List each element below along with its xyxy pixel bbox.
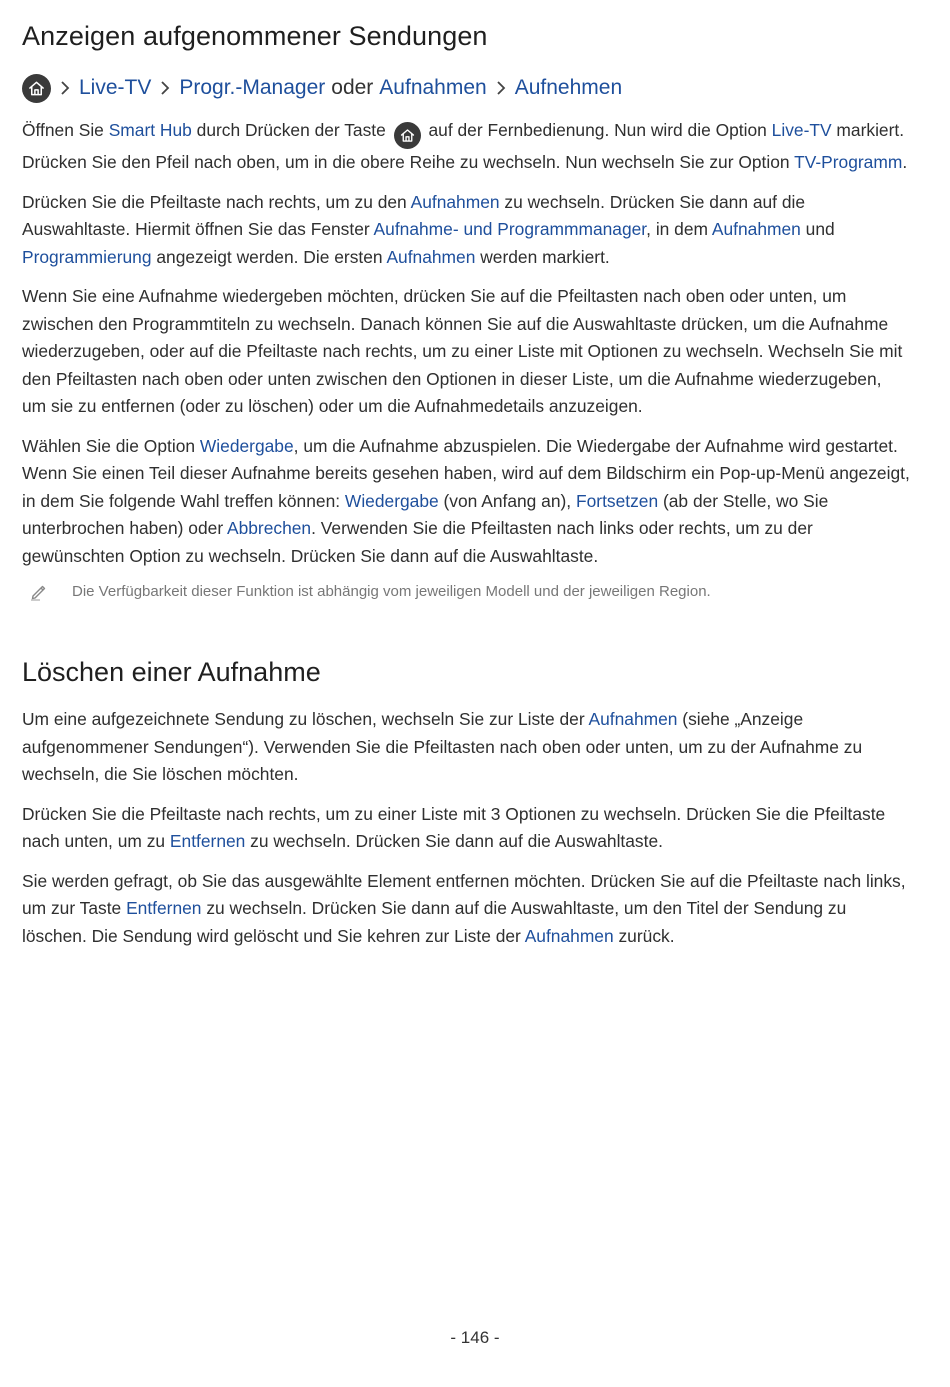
home-icon bbox=[22, 74, 51, 103]
text-run: zu wechseln. Drücken Sie dann auf die Auswahltaste. bbox=[245, 831, 663, 851]
breadcrumb-record[interactable]: Aufnehmen bbox=[514, 76, 623, 99]
link-recordings[interactable]: Aufnahmen bbox=[711, 219, 801, 239]
link-recordings[interactable]: Aufnahmen bbox=[588, 709, 678, 729]
link-playback[interactable]: Wiedergabe bbox=[199, 435, 294, 456]
page-number: - 146 - bbox=[450, 1328, 500, 1347]
text-run: zu wechseln. Drücken Sie dann auf die Auswahltaste. Hiermit öffnen Sie das Fenster bbox=[22, 191, 806, 239]
link-remove[interactable]: Entfernen bbox=[169, 831, 246, 851]
link-playback[interactable]: Wiedergabe bbox=[344, 490, 439, 511]
text-run: Sie werden gefragt, ob Sie das ausgewählte Element entfernen möchten. Drücken Sie auf die Pfeiltaste nach links, um zur Taste bbox=[22, 870, 906, 918]
link-manager[interactable]: Aufnahme- und Programmmanager bbox=[373, 219, 647, 239]
text-run: Drücken Sie die Pfeiltaste nach rechts, um zu den bbox=[22, 191, 411, 212]
pencil-icon bbox=[28, 580, 50, 602]
text-run: angezeigt werden. Die ersten bbox=[151, 246, 387, 267]
chevron-right-icon bbox=[160, 80, 170, 96]
text-run: Um eine aufgezeichnete Sendung zu löschen, wechseln Sie zur Liste der bbox=[22, 709, 589, 729]
breadcrumb bbox=[22, 70, 910, 106]
chevron-right-icon bbox=[60, 80, 70, 96]
link-recordings[interactable]: Aufnahmen bbox=[410, 191, 500, 212]
link-recordings[interactable]: Aufnahmen bbox=[386, 246, 476, 267]
link-scheduling[interactable]: Programmierung bbox=[22, 246, 152, 267]
paragraph bbox=[22, 801, 910, 856]
home-icon bbox=[394, 122, 421, 149]
breadcrumb-or: oder bbox=[331, 76, 374, 99]
text-run: . Verwenden Sie die Pfeiltasten nach links oder rechts, um zu der gewünschten Option zu wechseln. Drücken Sie dann auf die Auswahltaste. bbox=[22, 518, 813, 566]
text-run: durch Drücken der Taste bbox=[191, 120, 391, 140]
link-cancel[interactable]: Abbrechen bbox=[226, 518, 312, 538]
chevron-right-icon bbox=[496, 80, 506, 96]
text-run: werden markiert. bbox=[475, 246, 610, 267]
page-content bbox=[22, 0, 910, 950]
link-resume[interactable]: Fortsetzen bbox=[575, 490, 659, 511]
breadcrumb-recordings[interactable]: Aufnahmen bbox=[379, 76, 487, 99]
breadcrumb-live-tv[interactable]: Live-TV bbox=[79, 76, 152, 99]
section-title: Anzeigen aufgenommener Sendungen bbox=[22, 21, 488, 51]
link-recordings[interactable]: Aufnahmen bbox=[524, 925, 614, 946]
paragraph bbox=[22, 189, 910, 272]
link-live-tv[interactable]: Live-TV bbox=[771, 120, 832, 140]
link-tv-program[interactable]: TV-Programm bbox=[794, 152, 903, 172]
paragraph bbox=[22, 433, 910, 571]
paragraph bbox=[22, 706, 910, 789]
section-title: Löschen einer Aufnahme bbox=[22, 657, 321, 687]
note bbox=[22, 580, 910, 602]
text-run: , um die Aufnahme abzuspielen. Die Wiedergabe der Aufnahme wird gestartet. Wenn Sie einen Teil dieser Aufnahme bereits gesehen haben, wird auf dem Bildschirm ein Pop-up-Menü angezeigt, in dem Sie folgende Wahl treffen können: bbox=[22, 435, 910, 511]
link-remove[interactable]: Entfernen bbox=[126, 898, 202, 918]
text-run: Drücken Sie die Pfeiltaste nach rechts, um zu einer Liste mit 3 Optionen zu wechseln. Drücken Sie die Pfeiltaste nach unten, um zu bbox=[22, 803, 886, 851]
text-run: Wählen Sie die Option bbox=[22, 435, 200, 456]
text-run: auf der Fernbedienung. Nun wird die Option bbox=[423, 120, 772, 140]
text-run: (siehe „Anzeige aufgenommener Sendungen“). Verwenden Sie die Pfeiltasten nach oben oder unten, um zu der Aufnahme zu wechseln, die Sie löschen möchten. bbox=[22, 709, 863, 784]
paragraph: Wenn Sie eine Aufnahme wiedergeben möchten, drücken Sie auf die Pfeiltasten nach oben oder unten, um zwischen den Programmtiteln zu wechseln. Danach können Sie auf die Auswahltaste drücken, um die Aufnahme wiederzugeben, oder auf die Pfeiltaste nach rechts, um zu einer Liste mit Optionen zu wechseln. Wechseln Sie mit den Pfeiltasten nach oben oder unten zwischen den Optionen in dieser Liste, um die Aufnahme wiederzugeben, um sie zu entfernen (oder zu löschen) oder um die Aufnahmedetails anzuzeigen. bbox=[22, 286, 903, 416]
breadcrumb-manager[interactable]: Progr.-Manager bbox=[179, 76, 326, 99]
text-run: markiert. Drücken Sie den Pfeil nach oben, um in die obere Reihe zu wechseln. Nun wechseln Sie zur Option bbox=[22, 120, 905, 172]
note-text: Die Verfügbarkeit dieser Funktion ist abhängig vom jeweiligen Modell und der jeweiligen Region. bbox=[72, 582, 711, 600]
link-smart-hub[interactable]: Smart Hub bbox=[108, 120, 192, 140]
text-run: (von Anfang an), bbox=[438, 490, 576, 511]
paragraph bbox=[22, 117, 910, 177]
text-run: . bbox=[902, 152, 908, 172]
text-run: zu wechseln. Drücken Sie dann auf die Auswahltaste, um den Titel der Sendung zu löschen. Die Sendung wird gelöscht und Sie kehren zur Liste der bbox=[22, 898, 847, 946]
text-run: zurück. bbox=[613, 925, 675, 946]
text-run: und bbox=[800, 219, 835, 239]
paragraph bbox=[22, 868, 910, 951]
text-run: , in dem bbox=[646, 219, 712, 239]
text-run: (ab der Stelle, wo Sie unterbrochen haben) oder bbox=[22, 490, 829, 538]
text-run: Öffnen Sie bbox=[22, 120, 109, 140]
